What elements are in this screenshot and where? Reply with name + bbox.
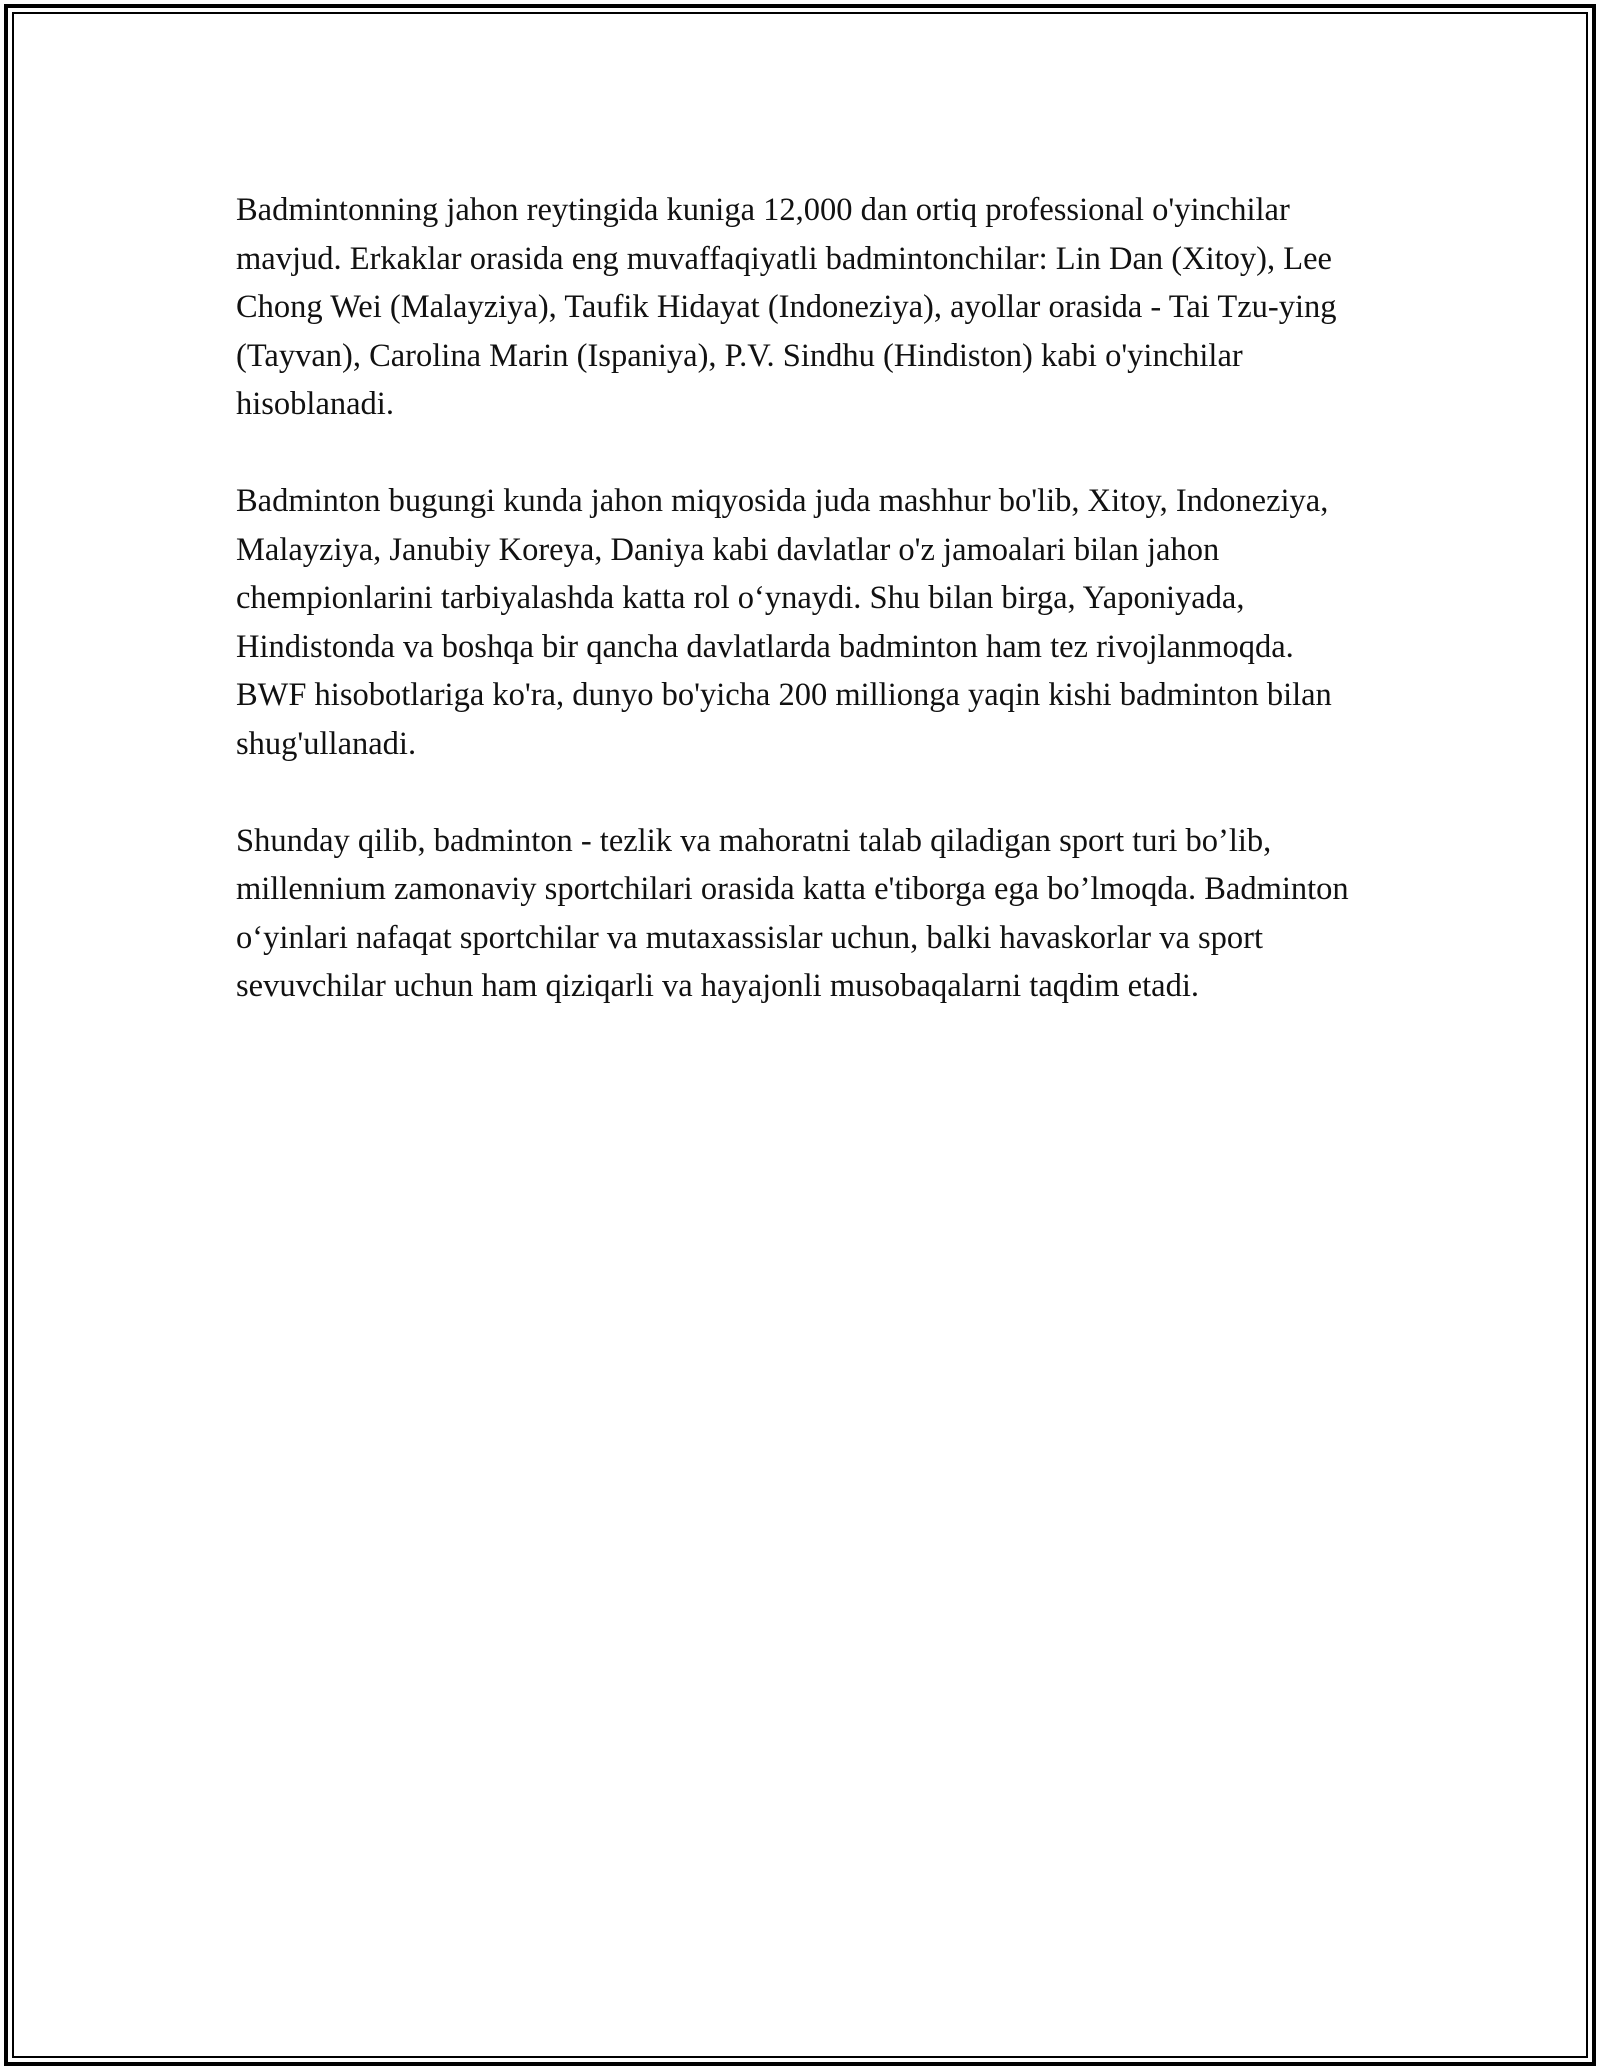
- paragraph-1: Badmintonning jahon reytingida kuniga 12,000 dan ortiq professional o'yinchilar mavjud. Erkaklar orasida eng muvaffaqiyatli badmintonchilar: Lin Dan (Xitoy), Lee Chong Wei (Malayziya), Taufik Hidayat (Indoneziya), ayollar orasida - Tai Tzu-ying (Tayvan), Carolina Marin (Ispaniya), P.V. Sindhu (Hindiston) kabi o'yinchilar hisoblanadi.: [236, 192, 1337, 422]
- paragraph-2: Badminton bugungi kunda jahon miqyosida juda mashhur bo'lib, Xitoy, Indoneziya, Malayziya, Janubiy Koreya, Daniya kabi davlatlar o'z jamoalari bilan jahon chempionlarini tarbiyalashda katta rol o‘ynaydi. Shu bilan birga, Yaponiyada, Hindistonda va boshqa bir qancha davlatlarda badminton ham tez rivojlanmoqda. BWF hisobotlariga ko'ra, dunyo bo'yicha 200 millionga yaqin kishi badminton bilan shug'ullanadi.: [236, 483, 1332, 762]
- paragraph-3: Shunday qilib, badminton - tezlik va mahoratni talab qiladigan sport turi bo’lib, millennium zamonaviy sportchilari orasida katta e'tiborga ega bo’lmoqda. Badminton o‘yinlari nafaqat sportchilar va mutaxassislar uchun, balki havaskorlar va sport sevuvchilar uchun ham qiziqarli va hayajonli musobaqalarni taqdim etadi.: [236, 822, 1349, 1004]
- document-body: [236, 186, 1371, 1059]
